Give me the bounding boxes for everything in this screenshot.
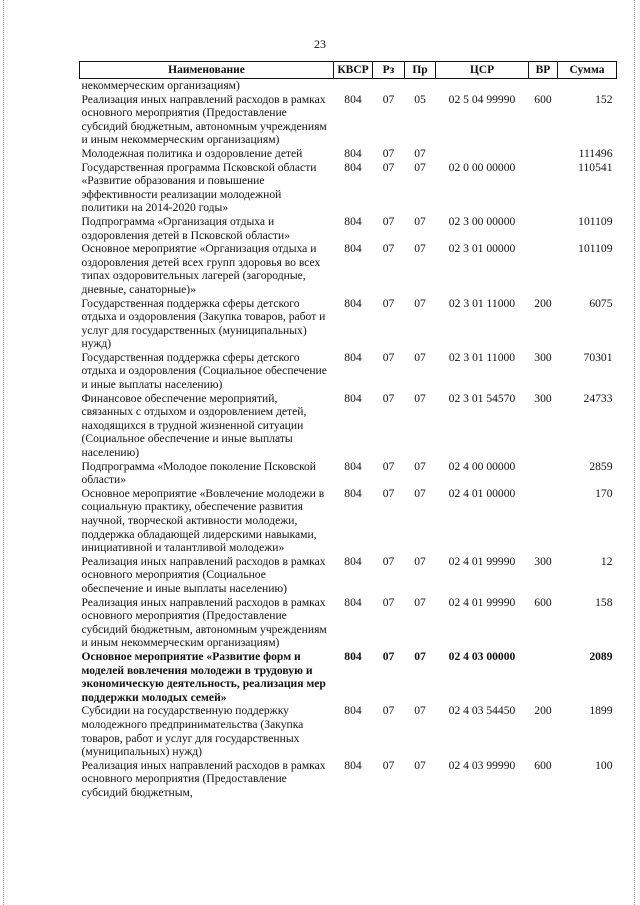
row-kvsr: [334, 79, 373, 93]
row-csr: 02 4 01 99990: [448, 595, 516, 609]
table-row: [80, 460, 617, 487]
row-pr: 05: [414, 92, 426, 106]
scan-edge-right: [634, 0, 636, 905]
row-pr: 07: [414, 459, 426, 473]
row-rz: [373, 79, 405, 93]
header-vr: ВР: [529, 62, 558, 79]
row-kvsr: 804: [344, 92, 362, 106]
table-body: [80, 79, 617, 800]
row-sum: [558, 79, 617, 93]
row-pr: 07: [414, 758, 426, 772]
row-kvsr: 804: [344, 704, 362, 718]
row-name: Реализация иных направлений расходов в рамках основного мероприятия (Предоставление субсидий бюджетным, автономным учреждениям и иным некоммерческим организациям): [81, 595, 327, 650]
row-csr: 02 4 00 00000: [448, 459, 516, 473]
row-name: Финансовое обеспечение мероприятий, связанных с отдыхом и оздоровлением детей, находящихся в трудной жизненной ситуации (Социальное обеспечение и иные выплаты населению): [81, 391, 307, 460]
row-rz: 07: [382, 459, 395, 473]
table-row: [80, 596, 617, 650]
row-pr: 07: [414, 595, 426, 609]
row-csr: 02 4 03 99990: [448, 758, 516, 772]
table-row: [80, 215, 617, 242]
row-sum: 100: [595, 758, 613, 772]
row-rz: 07: [382, 391, 395, 405]
row-vr: 300: [534, 350, 552, 364]
row-pr: 07: [414, 146, 426, 160]
row-vr: 200: [534, 296, 552, 310]
row-rz: 07: [382, 350, 395, 364]
row-csr: 02 3 01 11000: [448, 350, 516, 364]
row-rz: 07: [382, 704, 395, 718]
row-csr: 02 3 01 00000: [448, 242, 516, 256]
row-name: Реализация иных направлений расходов в рамках основного мероприятия (Социальное обеспечение и иные выплаты населению): [81, 554, 326, 595]
row-name: Реализация иных направлений расходов в рамках основного мероприятия (Предоставление субсидий бюджетным,: [81, 758, 326, 799]
row-csr: 02 4 01 99990: [448, 554, 516, 568]
row-name: Подпрограмма «Организация отдыха и оздоровления детей в Псковской области»: [81, 214, 290, 242]
table-row: [80, 147, 617, 161]
row-rz: 07: [382, 242, 395, 256]
row-rz: 07: [382, 758, 395, 772]
table-row: [80, 297, 617, 351]
row-name: Реализация иных направлений расходов в рамках основного мероприятия (Предоставление субсидий бюджетным, автономным учреждениям и иным некоммерческим организациям): [81, 92, 327, 147]
row-kvsr: 804: [344, 595, 362, 609]
header-rz: Рз: [373, 62, 405, 79]
row-kvsr: 804: [344, 214, 362, 228]
header-name: Наименование: [80, 62, 334, 79]
row-vr: [529, 79, 558, 93]
header-sum: Сумма: [558, 62, 617, 79]
row-sum: 70301: [583, 350, 613, 364]
row-pr: 07: [414, 554, 426, 568]
row-csr: 02 3 00 00000: [448, 214, 516, 228]
row-name: Основное мероприятие «Вовлечение молодежи в социальную практику, обеспечение развития научной, творческой активности молодежи, поддержка обладающей лидерскими навыками, инициативной и талантливой молодежи»: [81, 486, 325, 555]
row-pr: 07: [414, 214, 426, 228]
row-sum: 101109: [578, 242, 613, 256]
row-csr: 02 0 00 00000: [448, 160, 516, 174]
row-name: Государственная поддержка сферы детского отдыха и оздоровления (Социальное обеспечение и иные выплаты населению): [81, 350, 327, 392]
row-csr: 02 4 01 00000: [448, 486, 516, 500]
row-pr: 07: [414, 160, 426, 174]
row-name: Государственная поддержка сферы детского отдыха и оздоровления (Закупка товаров, работ и услуг для государственных (муниципальных) нужд): [81, 296, 326, 351]
row-kvsr: 804: [344, 350, 362, 364]
row-vr: [529, 650, 558, 704]
row-sum: 110541: [578, 160, 613, 174]
row-kvsr: 804: [344, 554, 362, 568]
row-pr: 07: [414, 350, 426, 364]
row-kvsr: 804: [344, 649, 362, 663]
row-name: Основное мероприятие «Организация отдыха и оздоровления детей всех групп здоровья во всех типах оздоровительных лагерей (загородные, дневные, санаторные)»: [81, 242, 321, 296]
row-csr: 02 5 04 99990: [448, 92, 516, 106]
row-rz: 07: [382, 486, 395, 500]
row-vr: 200: [534, 704, 552, 718]
row-sum: 111496: [578, 146, 613, 160]
scan-edge-left: [3, 0, 5, 905]
header-row: [80, 62, 617, 79]
row-sum: 12: [600, 554, 613, 568]
row-vr: [529, 487, 558, 555]
table-row: [80, 242, 617, 296]
row-csr: 02 3 01 11000: [448, 296, 516, 310]
row-pr: 07: [414, 296, 426, 310]
table-row: [80, 487, 617, 555]
table-row: [80, 650, 617, 704]
row-csr: 02 3 01 54570: [448, 391, 516, 405]
row-vr: [529, 161, 558, 215]
row-kvsr: 804: [344, 146, 362, 160]
row-kvsr: 804: [344, 459, 362, 473]
table-row: [80, 759, 617, 800]
table-row: [80, 704, 617, 758]
row-vr: 600: [534, 595, 552, 609]
table-header: [80, 62, 617, 79]
row-vr: 600: [534, 758, 552, 772]
row-sum: 1899: [589, 704, 613, 718]
table-row: [80, 79, 617, 93]
row-kvsr: 804: [344, 160, 362, 174]
row-name: Подпрограмма «Молодое поколение Псковской области»: [81, 459, 316, 487]
table-row: [80, 161, 617, 215]
row-sum: 152: [595, 92, 613, 106]
row-pr: 07: [414, 391, 426, 405]
row-name: Государственная программа Псковской области «Развитие образования и повышение эффективности реализации молодежной политики на 2014-2020 годы»: [81, 160, 317, 215]
row-pr: 07: [414, 486, 426, 500]
row-vr: [529, 460, 558, 487]
row-rz: 07: [382, 160, 395, 174]
row-csr: 02 4 03 54450: [448, 704, 516, 718]
table-row: [80, 555, 617, 596]
row-sum: 6075: [589, 296, 613, 310]
row-name: некоммерческим организациям): [81, 79, 240, 92]
row-pr: 07: [414, 242, 426, 256]
row-kvsr: 804: [344, 242, 362, 256]
row-pr: 07: [414, 649, 426, 663]
table-row: [80, 351, 617, 392]
row-kvsr: 804: [344, 486, 362, 500]
row-rz: 07: [382, 595, 395, 609]
row-csr: [436, 147, 529, 161]
row-kvsr: 804: [344, 758, 362, 772]
row-kvsr: 804: [344, 391, 362, 405]
row-vr: 300: [534, 554, 552, 568]
row-vr: [529, 215, 558, 242]
row-sum: 2089: [589, 649, 613, 663]
row-name: Основное мероприятие «Развитие форм и моделей вовлечения молодежи в трудовую и экономическую деятельность, реализация мер поддержки молодых семей»: [81, 649, 326, 704]
header-csr: ЦСР: [436, 62, 529, 79]
row-rz: 07: [382, 214, 395, 228]
row-sum: 101109: [578, 214, 613, 228]
row-rz: 07: [382, 296, 395, 310]
table-row: [80, 392, 617, 460]
row-pr: [405, 79, 436, 93]
row-rz: 07: [382, 649, 395, 663]
row-vr: 300: [534, 391, 552, 405]
row-rz: 07: [382, 146, 395, 160]
row-sum: 24733: [583, 391, 613, 405]
row-pr: 07: [414, 704, 426, 718]
row-sum: 170: [595, 486, 613, 500]
page-number: 23: [314, 37, 326, 51]
row-kvsr: 804: [344, 296, 362, 310]
header-pr: Пр: [405, 62, 436, 79]
row-name: Субсидии на государственную поддержку молодежного предпринимательства (Закупка товаров, работ и услуг для государственных (муниципальных) нужд): [81, 704, 304, 759]
row-csr: [436, 79, 529, 93]
header-kvsr: КВСР: [334, 62, 373, 79]
table-row: [80, 93, 617, 147]
row-csr: 02 4 03 00000: [448, 649, 516, 663]
row-vr: [529, 242, 558, 296]
row-rz: 07: [382, 92, 395, 106]
row-name: Молодежная политика и оздоровление детей: [81, 146, 303, 160]
row-sum: 158: [595, 595, 613, 609]
row-rz: 07: [382, 554, 395, 568]
row-vr: 600: [534, 92, 552, 106]
row-sum: 2859: [589, 459, 613, 473]
row-vr: [529, 147, 558, 161]
budget-table: [79, 61, 617, 799]
